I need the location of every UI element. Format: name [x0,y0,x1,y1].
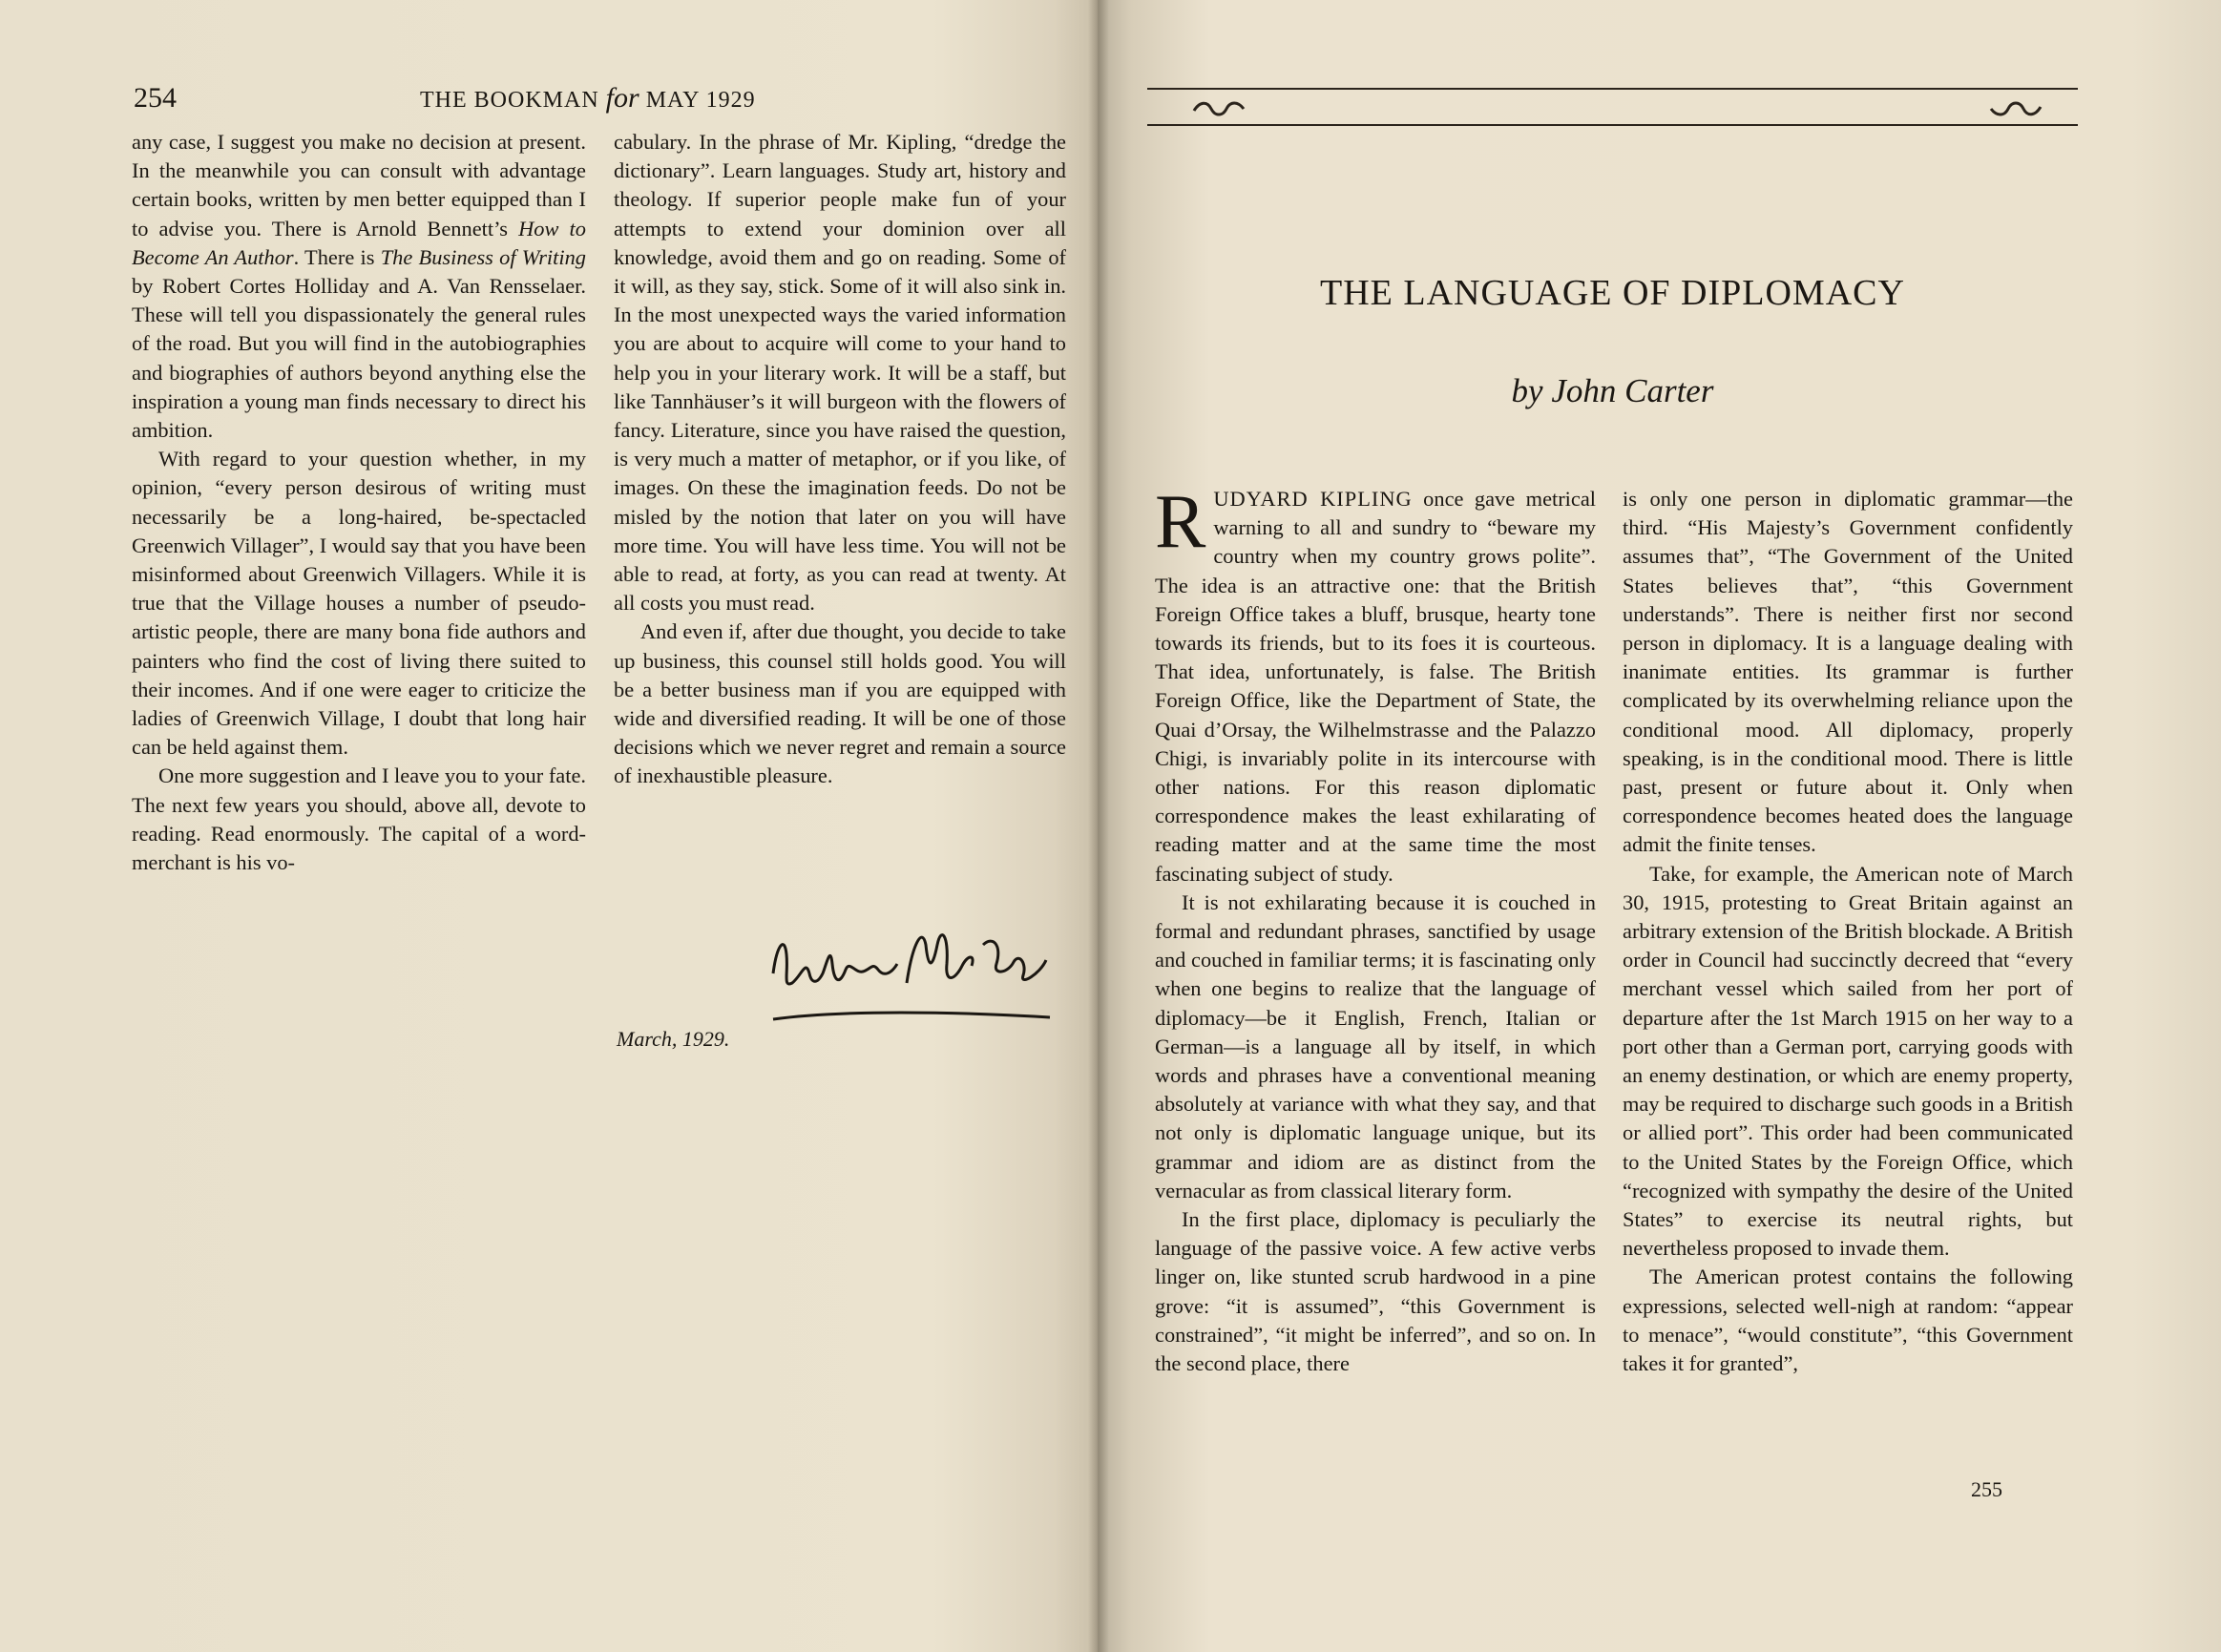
header-rules [1147,74,2078,132]
text-run: once gave metrical warning to all and sundry to “beware my country when my country grows polite”. The idea is an attractive one: that the British Foreign Office takes a bluff, brusque, hearty tone towards its friends, but to its foes it is courteous. That idea, unfortunately, is false. The British Foreign Office, like the Department of State, the Quai d’Orsay, the Wilhelmstrasse and the Palazzo Chigi, is invariably polite in its intercourse with other nations. For this reason diplomatic correspondence makes the least exhilarating of reading matter and at the same time the most fascinating subject of study. [1155,487,1596,886]
book-title: The Business of Writing [380,244,586,269]
opening-smallcaps: UDYARD KIPLING [1213,487,1413,511]
paragraph [1155,480,1596,889]
rule-top [1147,88,2078,90]
paragraph: is only one person in diplomatic grammar—the third. “His Majesty’s Government confidently assumes that”, “The Government of the United States believes that”, “this Government understands”. There is neither first nor second person in diplomacy. It is a language dealing with inanimate entities. Its grammar is further complicated by its overwhelming reliance upon the conditional mood. All diplomacy, properly speaking, is in the conditional mood. There is little past, present or future about it. Only when correspondence becomes heated does the language admit the finite tenses. [1623,487,2073,857]
signoff-date: March, 1929. [617,1027,730,1051]
ornament-right-icon [1987,97,2044,118]
author-signature [764,907,1069,1031]
article-byline: by John Carter [1511,372,1714,409]
right-column-1 [1155,480,1596,1378]
page-number-right: 255 [1971,1477,2002,1501]
left-column-1 [132,128,586,877]
paragraph: And even if, after due thought, you decide to take up business, this counsel still holds good. You will be a better business man if you are equipped with wide and diversified reading. It will be one of those decisions which we never regret and remain a source of inexhaustible pleasure. [614,619,1066,788]
article-title: THE LANGUAGE OF DIPLOMACY [1320,273,1905,313]
text-run: any case, I suggest you make no decision at present. In the meanwhile you can consult with advantage certain books, written by men better equipped than I to advise you. There is Arnold Bennett’s [132,130,586,240]
paragraph: Take, for example, the American note of March 30, 1915, protesting to Great Britain against an arbitrary extension of the British blockade. A British order in Council had succinctly decreed that “every merchant vessel which sailed from her port of departure after the 1st March 1915 on her way to a port other than a German port, carrying goods with an enemy destination, or which are enemy property, may be required to discharge such goods in a British or allied port”. This order had been communicated to the United States by the Foreign Office, which “recognized with sympathy the desire of the United States” to exercise its neutral rights, but nevertheless proposed to invade them. [1623,861,2073,1261]
text-run: by Robert Cortes Holliday and A. Van Rensselaer. These will tell you dispassionately the general rules of the road. But you will find in the autobiographies and biographies of authors beyond anything else the inspiration a young man finds necessary to direct his ambition. [132,274,586,443]
right-column-2 [1623,485,2073,1378]
running-head [134,82,1069,120]
text-run: . There is [293,244,375,269]
paragraph [132,128,586,445]
running-head-for: for [605,82,639,114]
book-gutter [1088,0,1109,1652]
paragraph: The American protest contains the following expressions, selected well-nigh at random: “appear to menace”, “would constitute”, “this Government takes it for granted”, [1623,1265,2073,1376]
book-title: How to Become An Author [132,216,586,269]
paragraph: cabulary. In the phrase of Mr. Kipling, “dredge the dictionary”. Learn languages. Study art, history and theology. If superior people make fun of your attempts to extend your dominion over all knowledge, avoid them and go on reading. Some of it will, as they say, stick. Some of it will also sink in. In the most unexpected ways the varied information you are about to acquire will come to your hand to help you in your literary work. It will be a staff, but like Tannhäuser’s it will burgeon with the flowers of fancy. Literature, since you have raised the question, is very much a matter of metaphor, or if you like, of images. On these the imagination feeds. Do not be misled by the notion that later on you will have more time. You will have less time. You will not be able to read, at forty, as you can read at twenty. At all costs you must read. [614,130,1066,616]
paragraph: In the first place, diplomacy is peculiarly the language of the passive voice. A few active verbs linger on, like stunted scrub hardwood in a pine grove: “it is assumed”, “this Government is constrained”, “it might be inferred”, and so on. In the second place, there [1155,1207,1596,1376]
paragraph: With regard to your question whether, in my opinion, “every person desirous of writing must necessarily be a long-haired, be-spectacled Greenwich Villager”, I would say that you have been misinformed about Greenwich Villagers. While it is true that the Village houses a number of pseudo-artistic people, there are many bona fide authors and painters who find the cost of living there suited to their incomes. And if one were eager to criticize the ladies of Greenwich Village, I doubt that long hair can be held against them. [132,447,586,760]
drop-cap: R [1155,480,1206,564]
paragraph: It is not exhilarating because it is couched in formal and redundant phrases, sanctified by usage and couched in familiar terms; it is fascinating only when one begins to realize that the language of diplomacy—be it English, French, Italian or German—is a language all by itself, in which words and phrases have a conventional meaning absolutely at variance with what they say, and that not only is diplomatic language unique, but its grammar and idiom are as distinct from the vernacular as from classical literary form. [1155,889,1596,1202]
rule-bottom [1147,124,2078,126]
signature-graphic [764,907,1069,1031]
running-head-pre: THE BOOKMAN [420,88,606,113]
left-column-2 [614,128,1066,791]
running-head-title [420,82,756,115]
running-head-post: MAY 1929 [639,88,756,113]
page-number-left: 254 [134,82,177,114]
paragraph: One more suggestion and I leave you to your fate. The next few years you should, above all, devote to reading. Read enormously. The capital of a word-merchant is his vo- [132,763,586,875]
ornament-left-icon [1190,97,1247,118]
